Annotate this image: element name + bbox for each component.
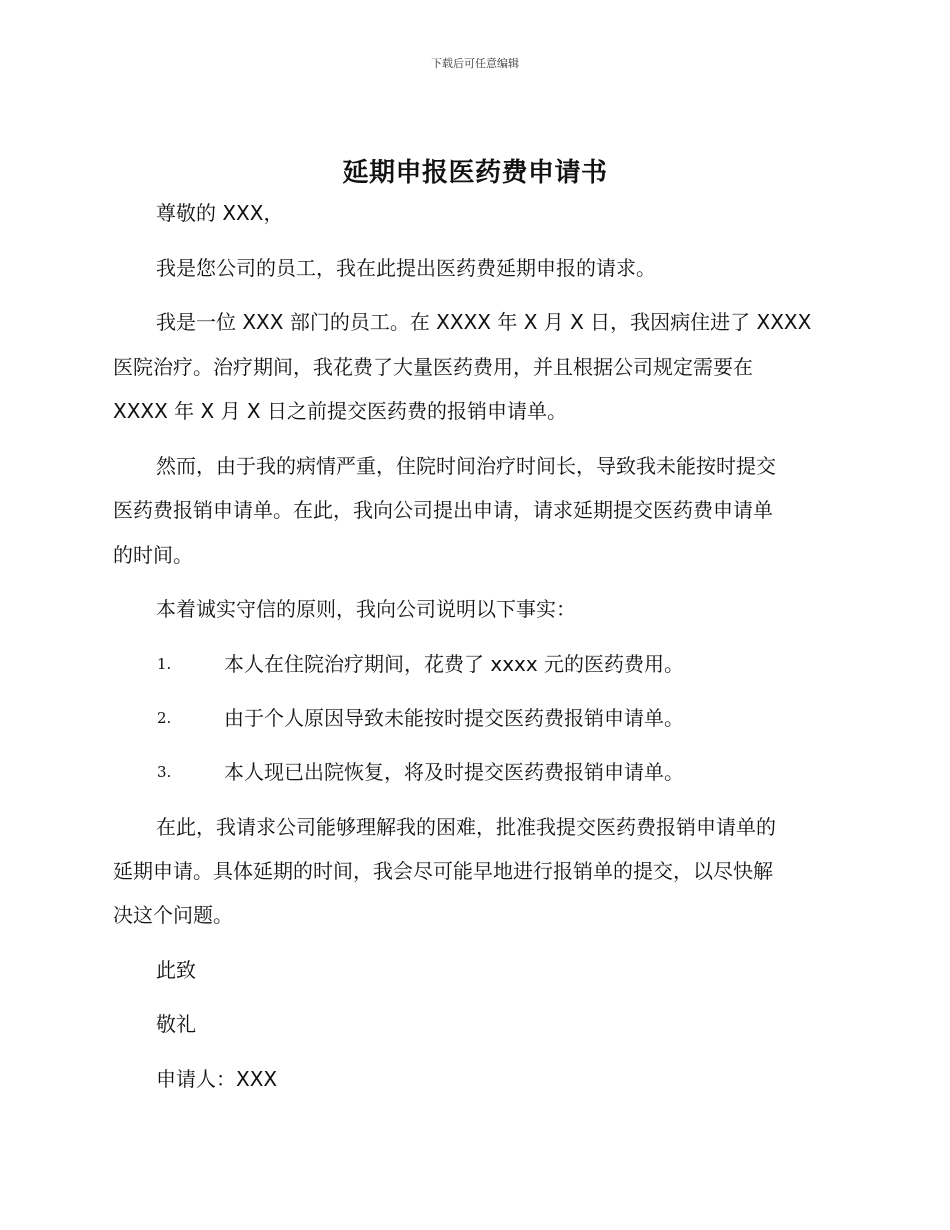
paragraph-5-line-3: 决这个问题。 bbox=[113, 903, 233, 927]
paragraph-5-line-1: 在此，我请求公司能够理解我的困难，批准我提交医药费报销申请单的 bbox=[156, 815, 776, 839]
list-item-number: 1. bbox=[157, 655, 172, 673]
paragraph-2-line-2: 医院治疗。治疗期间，我花费了大量医药费用，并且根据公司规定需要在 bbox=[113, 355, 753, 379]
list-item-number: 2. bbox=[157, 709, 172, 727]
paragraph-3-line-1: 然而，由于我的病情严重，住院时间治疗时间长，导致我未能按时提交 bbox=[156, 454, 776, 478]
paragraph-1-line-1: 我是您公司的员工，我在此提出医药费延期申报的请求。 bbox=[156, 256, 656, 280]
list-item-text: 由于个人原因导致未能按时提交医药费报销申请单。 bbox=[224, 706, 684, 730]
document-title: 延期申报医药费申请书 bbox=[342, 158, 608, 188]
paragraph-3-line-3: 的时间。 bbox=[113, 543, 193, 567]
signature-line: 申请人：XXX bbox=[156, 1067, 278, 1091]
list-item-text: 本人在住院治疗期间，花费了 xxxx 元的医药费用。 bbox=[224, 652, 685, 676]
salutation: 尊敬的 XXX， bbox=[156, 201, 284, 225]
header-note: 下载后可任意编辑 bbox=[431, 57, 519, 70]
list-item-number: 3. bbox=[157, 763, 172, 781]
closing-line-1: 此致 bbox=[156, 958, 196, 982]
paragraph-2-line-3: XXXX 年 X 月 X 日之前提交医药费的报销申请单。 bbox=[113, 399, 567, 423]
paragraph-2-line-1: 我是一位 XXX 部门的员工。在 XXXX 年 X 月 X 日，我因病住进了 XXXX bbox=[156, 310, 812, 334]
paragraph-5-line-2: 延期申请。具体延期的时间，我会尽可能早地进行报销单的提交，以尽快解 bbox=[113, 859, 773, 883]
closing-line-2: 敬礼 bbox=[156, 1012, 196, 1036]
list-item-text: 本人现已出院恢复，将及时提交医药费报销申请单。 bbox=[224, 760, 684, 784]
paragraph-4-line-1: 本着诚实守信的原则，我向公司说明以下事实： bbox=[156, 597, 576, 621]
paragraph-3-line-2: 医药费报销申请单。在此，我向公司提出申请，请求延期提交医药费申请单 bbox=[113, 498, 773, 522]
